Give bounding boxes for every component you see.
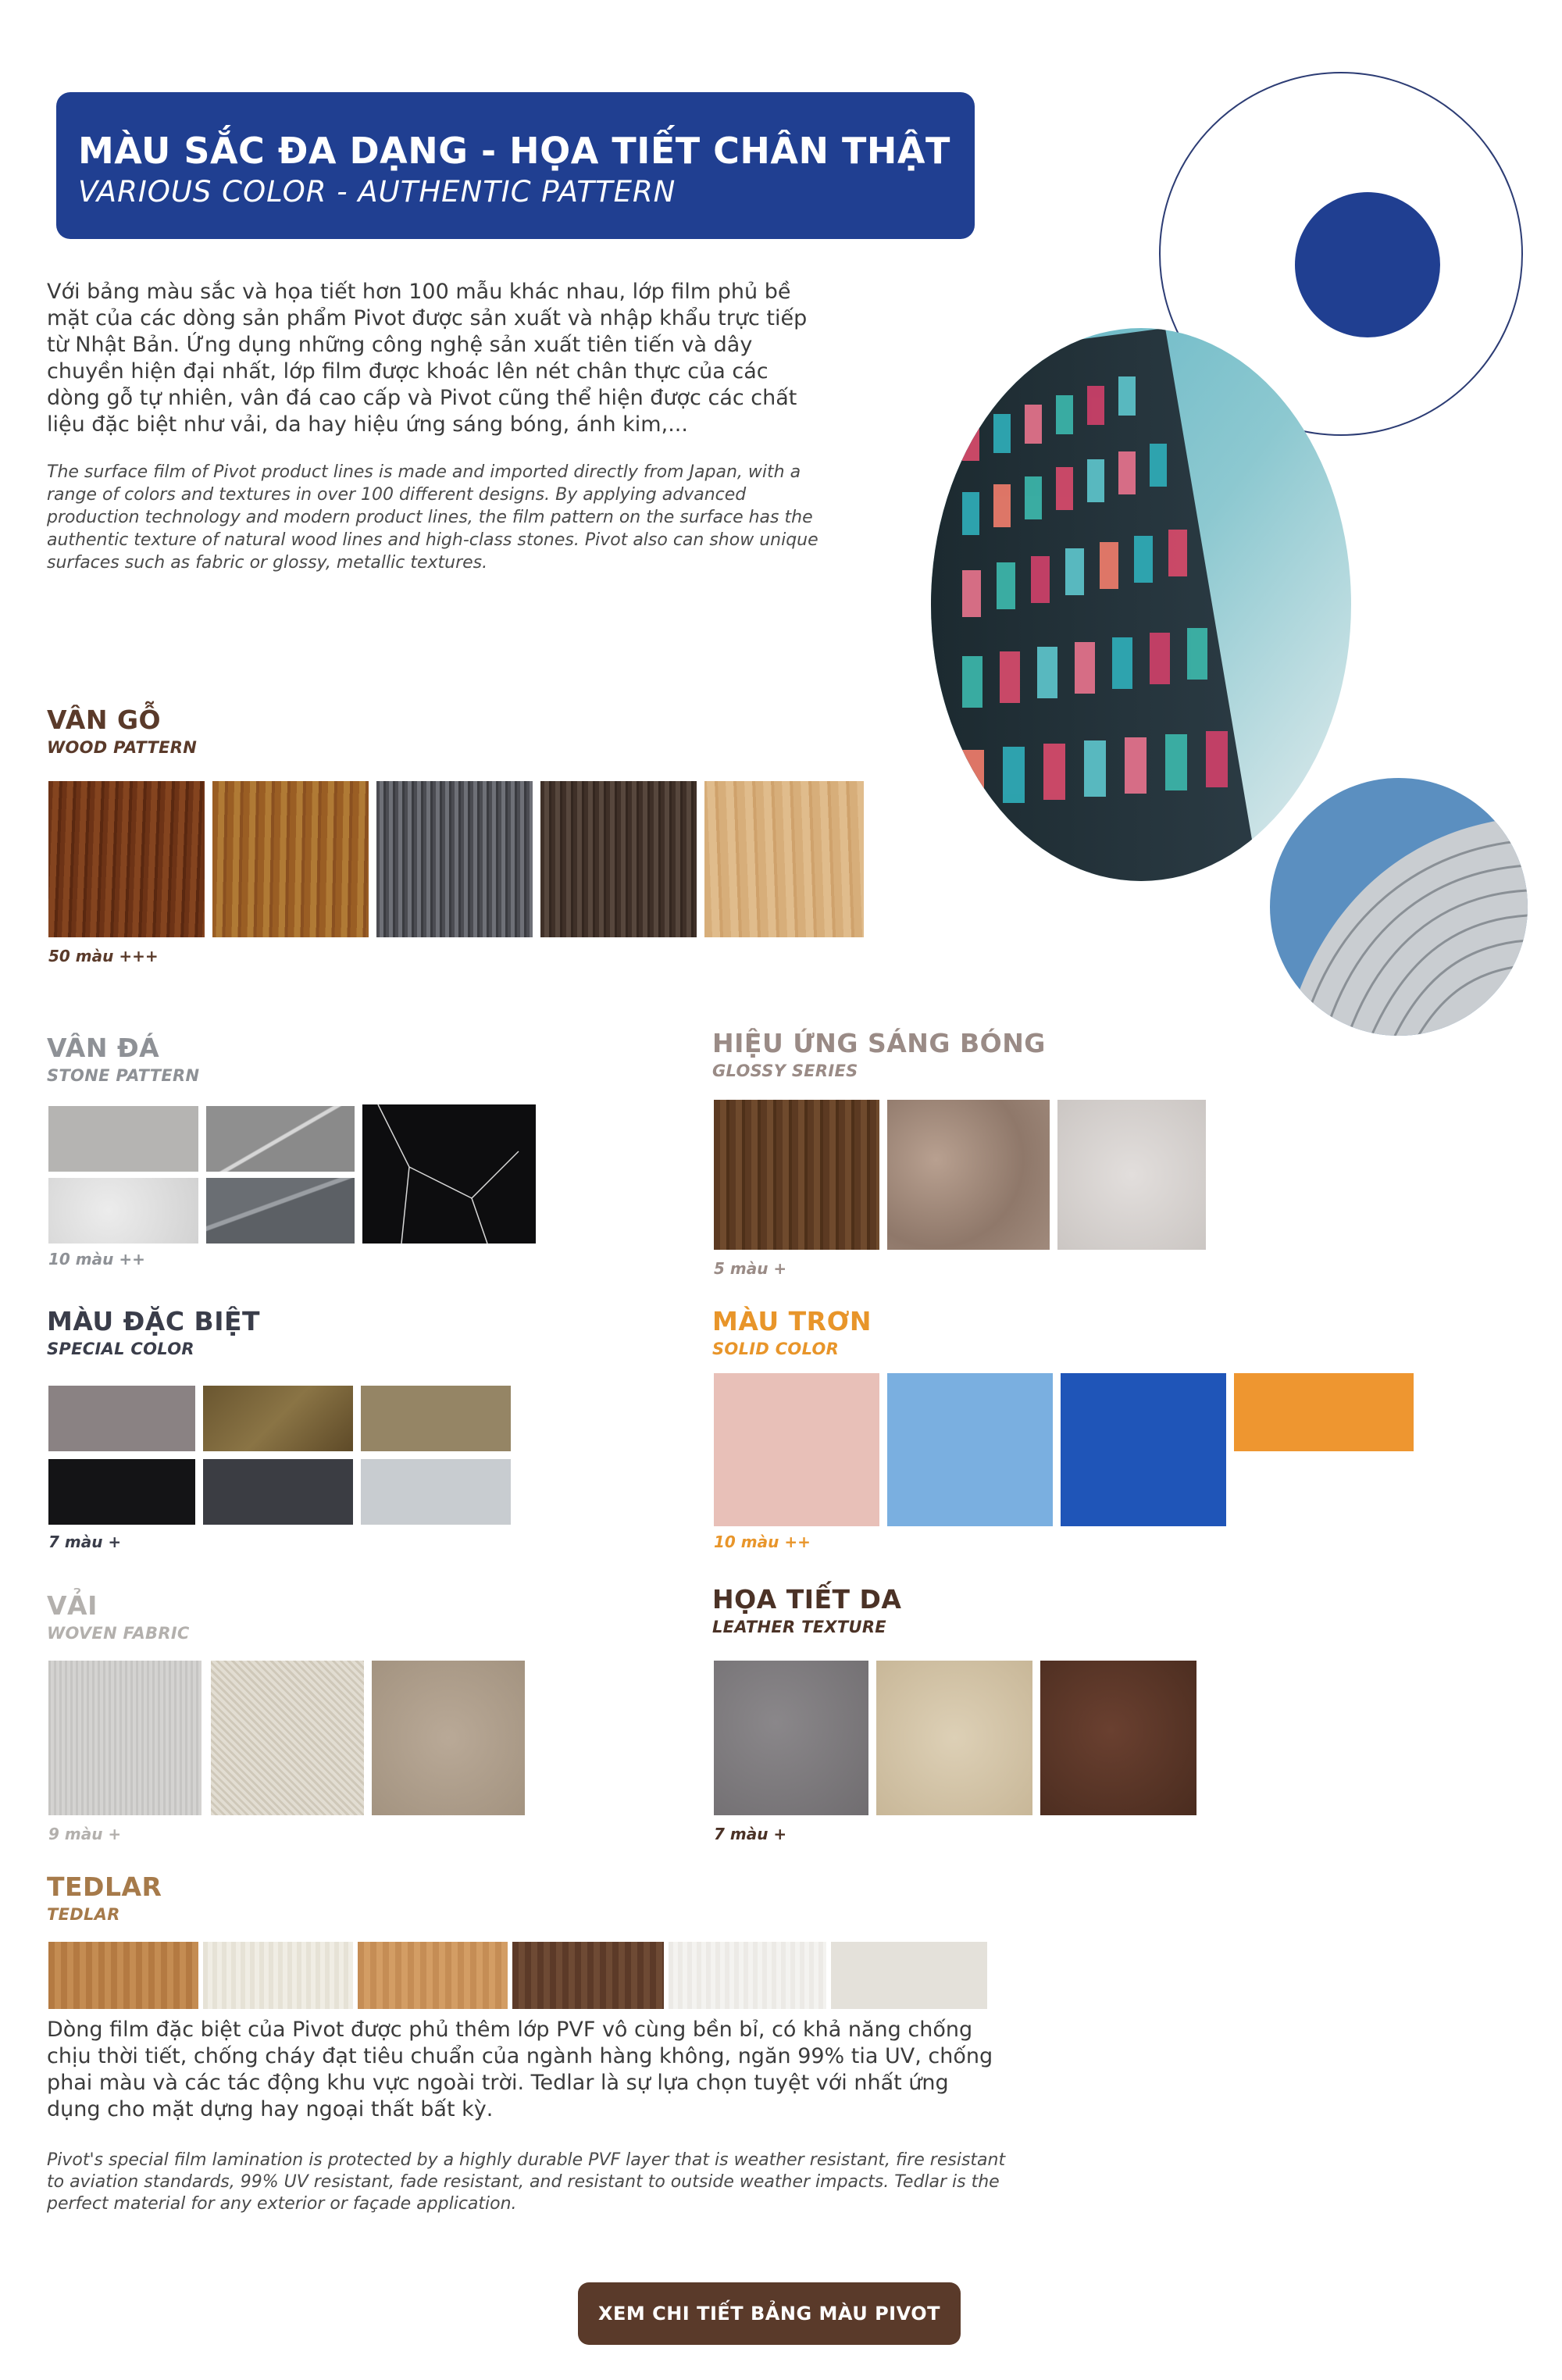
special-swatch-2[interactable] bbox=[203, 1386, 353, 1451]
wood-swatch-5[interactable] bbox=[704, 781, 864, 937]
tedlar-swatch-1[interactable] bbox=[48, 1942, 198, 2009]
special-swatch-6[interactable] bbox=[361, 1459, 511, 1525]
fabric-count: 9 màu + bbox=[48, 1825, 122, 1843]
special-count: 7 màu + bbox=[48, 1533, 122, 1551]
leather-swatch-1[interactable] bbox=[714, 1661, 868, 1815]
tedlar-title: TEDLAR bbox=[47, 1872, 162, 1902]
page-title: MÀU SẮC ĐA DẠNG - HỌA TIẾT CHÂN THẬT bbox=[78, 130, 950, 172]
wood-section-heading bbox=[47, 705, 197, 757]
solid-subtitle: SOLID COLOR bbox=[712, 1340, 840, 1358]
tedlar-section-heading bbox=[47, 1872, 162, 1924]
glossy-count: 5 màu + bbox=[714, 1259, 787, 1278]
fabric-swatch-2[interactable] bbox=[211, 1661, 364, 1815]
stone-swatch-5[interactable] bbox=[362, 1104, 536, 1244]
leather-title: HỌA TIẾT DA bbox=[712, 1584, 902, 1615]
solid-swatch-orange[interactable] bbox=[1234, 1373, 1414, 1451]
glossy-swatch-2[interactable] bbox=[887, 1100, 1050, 1250]
leather-swatch-3[interactable] bbox=[1040, 1661, 1196, 1815]
stone-title: VÂN ĐÁ bbox=[47, 1033, 160, 1063]
stone-subtitle: STONE PATTERN bbox=[47, 1066, 200, 1085]
wood-swatch-1[interactable] bbox=[48, 781, 205, 937]
stone-swatch-4[interactable] bbox=[206, 1178, 355, 1244]
tedlar-description-vi: Dòng film đặc biệt của Pivot được phủ thêm lớp PVF vô cùng bền bỉ, có khả năng chống chịu thời tiết, chống cháy đạt tiêu chuẩn của ngành hàng không, ngăn 99% tia UV, chống phai màu và các tác động khu vực ngoài trời. Tedlar là sự lựa chọn tuyệt với nhất ứng dụng cho mặt dựng hay ngoại thất bất kỳ. bbox=[47, 2018, 993, 2121]
special-swatch-5[interactable] bbox=[203, 1459, 353, 1525]
stone-count: 10 màu ++ bbox=[48, 1250, 145, 1269]
leather-section-heading bbox=[712, 1584, 901, 1636]
solid-swatch-pink[interactable] bbox=[714, 1373, 879, 1526]
leather-subtitle: LEATHER TEXTURE bbox=[712, 1618, 886, 1636]
glossy-swatch-1[interactable] bbox=[714, 1100, 879, 1250]
stone-swatch-1[interactable] bbox=[48, 1106, 198, 1172]
special-section-heading bbox=[47, 1306, 260, 1358]
view-color-chart-button[interactable]: XEM CHI TIẾT BẢNG MÀU PIVOT bbox=[578, 2282, 961, 2345]
tedlar-swatch-2[interactable] bbox=[203, 1942, 353, 2009]
solid-count: 10 màu ++ bbox=[714, 1533, 811, 1551]
glossy-swatch-3[interactable] bbox=[1057, 1100, 1206, 1250]
stone-section-heading bbox=[47, 1033, 199, 1085]
tedlar-swatch-4[interactable] bbox=[512, 1942, 664, 2009]
leather-swatch-2[interactable] bbox=[876, 1661, 1032, 1815]
solid-section-heading bbox=[712, 1306, 872, 1358]
special-swatch-1[interactable] bbox=[48, 1386, 195, 1451]
wood-swatch-3[interactable] bbox=[376, 781, 533, 937]
special-swatch-3[interactable] bbox=[361, 1386, 511, 1451]
tedlar-swatch-5[interactable] bbox=[669, 1942, 826, 2009]
wood-subtitle: WOOD PATTERN bbox=[47, 738, 198, 757]
stone-swatch-2[interactable] bbox=[206, 1106, 355, 1172]
leather-count: 7 màu + bbox=[714, 1825, 787, 1843]
tedlar-description-en: Pivot's special film lamination is protected by a highly durable PVF layer that is weather resistant, fire resistant to aviation standards, 99% UV resistant, fade resistant, and resistant to outside weather impacts. Tedlar is the perfect material for any exterior or façade application. bbox=[47, 2150, 1006, 2214]
building-facade-image bbox=[931, 328, 1351, 881]
fabric-section-heading bbox=[47, 1590, 190, 1643]
decorative-blue-dot bbox=[1295, 192, 1440, 337]
wood-count: 50 màu +++ bbox=[48, 947, 159, 965]
tedlar-swatch-3[interactable] bbox=[358, 1942, 508, 2009]
marble-vein-graphic bbox=[362, 1104, 536, 1244]
tedlar-swatch-6[interactable] bbox=[831, 1942, 987, 2009]
intro-text-vi: Với bảng màu sắc và họa tiết hơn 100 mẫu khác nhau, lớp film phủ bề mặt của các dòng sản phẩm Pivot được sản xuất và nhập khẩu trực tiếp từ Nhật Bản. Ứng dụng những công nghệ sản xuất tiên tiến và dây chuyền hiện đại nhất, lớp film được khoác lên nét chân thực của các dòng gỗ tự nhiên, vân đá cao cấp và Pivot cũng thể hiện được các chất liệu đặc biệt như vải, da hay hiệu ứng sáng bóng, ánh kim,... bbox=[47, 280, 808, 437]
stone-swatch-3[interactable] bbox=[48, 1178, 198, 1244]
solid-title: MÀU TRƠN bbox=[712, 1306, 872, 1336]
fabric-subtitle: WOVEN FABRIC bbox=[47, 1624, 190, 1643]
special-subtitle: SPECIAL COLOR bbox=[47, 1340, 194, 1358]
header-banner bbox=[56, 92, 975, 239]
wood-title: VÂN GỖ bbox=[47, 705, 162, 735]
wood-swatch-4[interactable] bbox=[540, 781, 697, 937]
fabric-swatch-1[interactable] bbox=[48, 1661, 201, 1815]
fabric-title: VẢI bbox=[47, 1590, 98, 1621]
fabric-swatch-3[interactable] bbox=[372, 1661, 525, 1815]
glossy-title: HIỆU ỨNG SÁNG BÓNG bbox=[712, 1028, 1046, 1058]
special-swatch-4[interactable] bbox=[48, 1459, 195, 1525]
glossy-subtitle: GLOSSY SERIES bbox=[712, 1062, 858, 1080]
solid-swatch-blue[interactable] bbox=[1061, 1373, 1226, 1526]
intro-text-en: The surface film of Pivot product lines is made and imported directly from Japan, with a range of colors and textures in over 100 different designs. By applying advanced production technology and modern product lines, the film pattern on the surface has the authentic texture of natural wood lines and high-class stones. Pivot also can show unique surfaces such as fabric or glossy, metallic textures. bbox=[47, 462, 818, 573]
special-title: MÀU ĐẶC BIỆT bbox=[47, 1306, 261, 1336]
wood-swatch-2[interactable] bbox=[212, 781, 369, 937]
page-subtitle: VARIOUS COLOR - AUTHENTIC PATTERN bbox=[78, 175, 676, 209]
glossy-section-heading bbox=[712, 1028, 1046, 1080]
curved-building-image bbox=[1270, 778, 1528, 1036]
tedlar-subtitle: TEDLAR bbox=[47, 1905, 120, 1924]
solid-swatch-light-blue[interactable] bbox=[887, 1373, 1053, 1526]
